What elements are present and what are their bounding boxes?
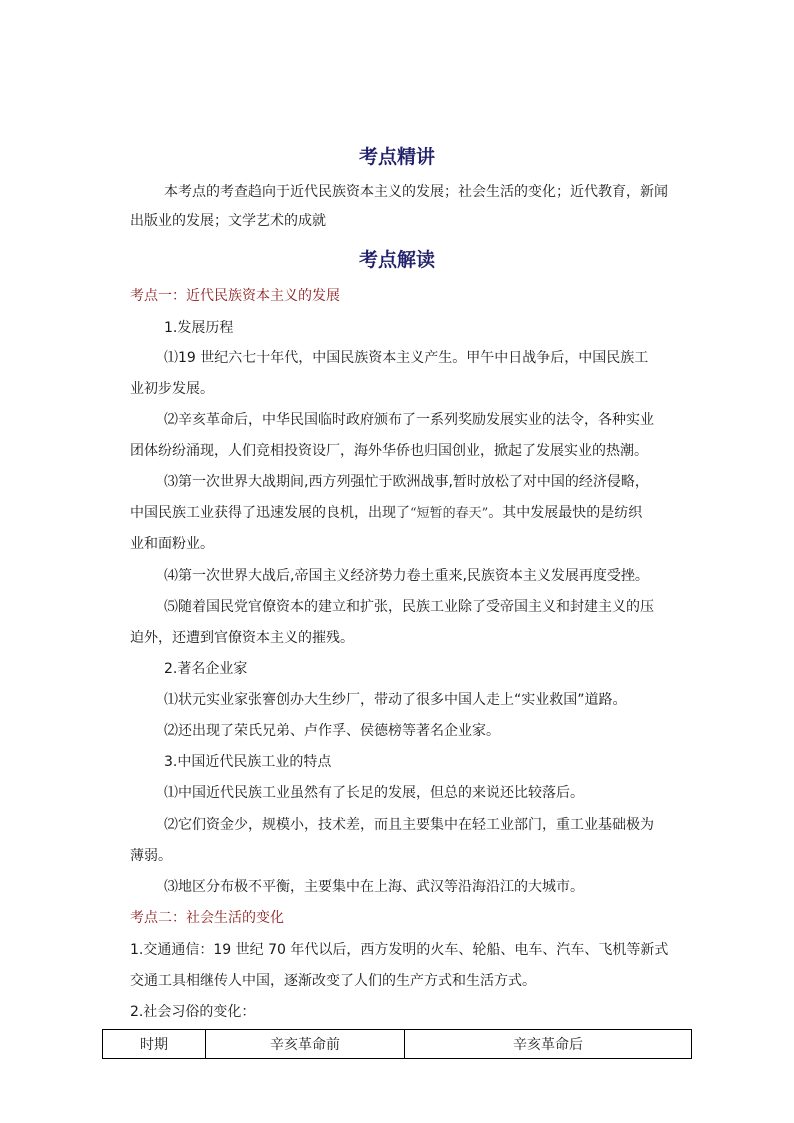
kp1-entrepreneur-1: ⑴状元实业家张謇创办大生纱厂，带动了很多中国人走上“实业救国”道路。	[164, 692, 627, 708]
kp1-p3-line-2a: 中国民族工业获得了迅速发展的良机，出现了	[130, 505, 410, 521]
short-spring-quote: “短暂的春天”	[410, 506, 489, 521]
kp1-feature-1: ⑴中国近代民族工业虽然有了长足的发展，但总的来说还比较落后。	[164, 785, 584, 801]
kp2-transport-line-2: 交通工具相继传人中国，逐渐改变了人们的生产方式和生活方式。	[130, 973, 536, 989]
kp1-subheading-2: 2.著名企业家	[164, 661, 248, 677]
kp1-p1-line-2: 业初步发展。	[130, 381, 214, 397]
intro-line-2: 出版业的发展；文学艺术的成就	[130, 213, 326, 229]
kp1-heading: 考点一：近代民族资本主义的发展	[130, 288, 340, 304]
kp2-transport-line-1: 1.交通通信：19 世纪 70 年代以后，西方发明的火车、轮船、电车、汽车、飞机等新式	[130, 942, 669, 958]
kp1-feature-2-line-2: 薄弱。	[130, 848, 172, 864]
kp1-p4-line-1: ⑷第一次世界大战后,帝国主义经济势力卷土重来,民族资本主义发展再度受挫。	[164, 568, 649, 584]
intro-line-1: 本考点的考查趋向于近代民族资本主义的发展；社会生活的变化；近代教育，新闻	[164, 184, 668, 200]
kp1-p3-line-1: ⑶第一次世界大战期间,西方列强忙于欧洲战事,暂时放松了对中国的经济侵略，	[164, 474, 649, 490]
kp1-p3-line-3: 业和面粉业。	[130, 536, 214, 552]
kp1-p1-line-1: ⑴19 世纪六七十年代，中国民族资本主义产生。甲午中日战争后，中国民族工	[164, 350, 649, 366]
kp1-feature-2-line-1: ⑵它们资金少，规模小，技术差，而且主要集中在轻工业部门，重工业基础极为	[164, 817, 654, 833]
kp1-entrepreneur-2: ⑵还出现了荣氏兄弟、卢作孚、侯德榜等著名企业家。	[164, 723, 500, 739]
kp1-feature-3: ⑶地区分布极不平衡，主要集中在上海、武汉等沿海沿江的大城市。	[164, 879, 584, 895]
kp1-p2-line-2: 团体纷纷涌现，人们竞相投资设厂，海外华侨也归国创业，掀起了发展实业的热潮。	[130, 443, 648, 459]
section-title-kaodian-jiedu: 考点解读	[358, 249, 435, 271]
kp2-heading: 考点二：社会生活的变化	[130, 910, 284, 926]
kp1-p3-line-2b: 。其中发展最快的是纺织	[488, 505, 643, 521]
kp2-customs-heading: 2.社会习俗的变化：	[130, 1004, 256, 1020]
kp1-p3-line-2	[130, 503, 642, 524]
customs-change-table	[102, 1029, 692, 1059]
section-title-kaodian-jingjiang: 考点精讲	[358, 146, 435, 168]
kp1-subheading-3: 3.中国近代民族工业的特点	[164, 754, 332, 770]
table-header-row	[103, 1030, 692, 1059]
kp1-subheading-1: 1.发展历程	[164, 320, 234, 336]
kp1-p5-line-1: ⑸随着国民党官僚资本的建立和扩张，民族工业除了受帝国主义和封建主义的压	[164, 599, 654, 615]
table-header-before-revolution: 辛亥革命前	[206, 1030, 405, 1059]
kp1-p2-line-1: ⑵辛亥革命后，中华民国临时政府颁布了一系列奖励发展实业的法令，各种实业	[164, 412, 654, 428]
kp1-p5-line-2: 迫外，还遭到官僚资本主义的摧残。	[130, 630, 354, 646]
table-header-after-revolution: 辛亥革命后	[405, 1030, 692, 1059]
table-header-period: 时期	[103, 1030, 206, 1059]
